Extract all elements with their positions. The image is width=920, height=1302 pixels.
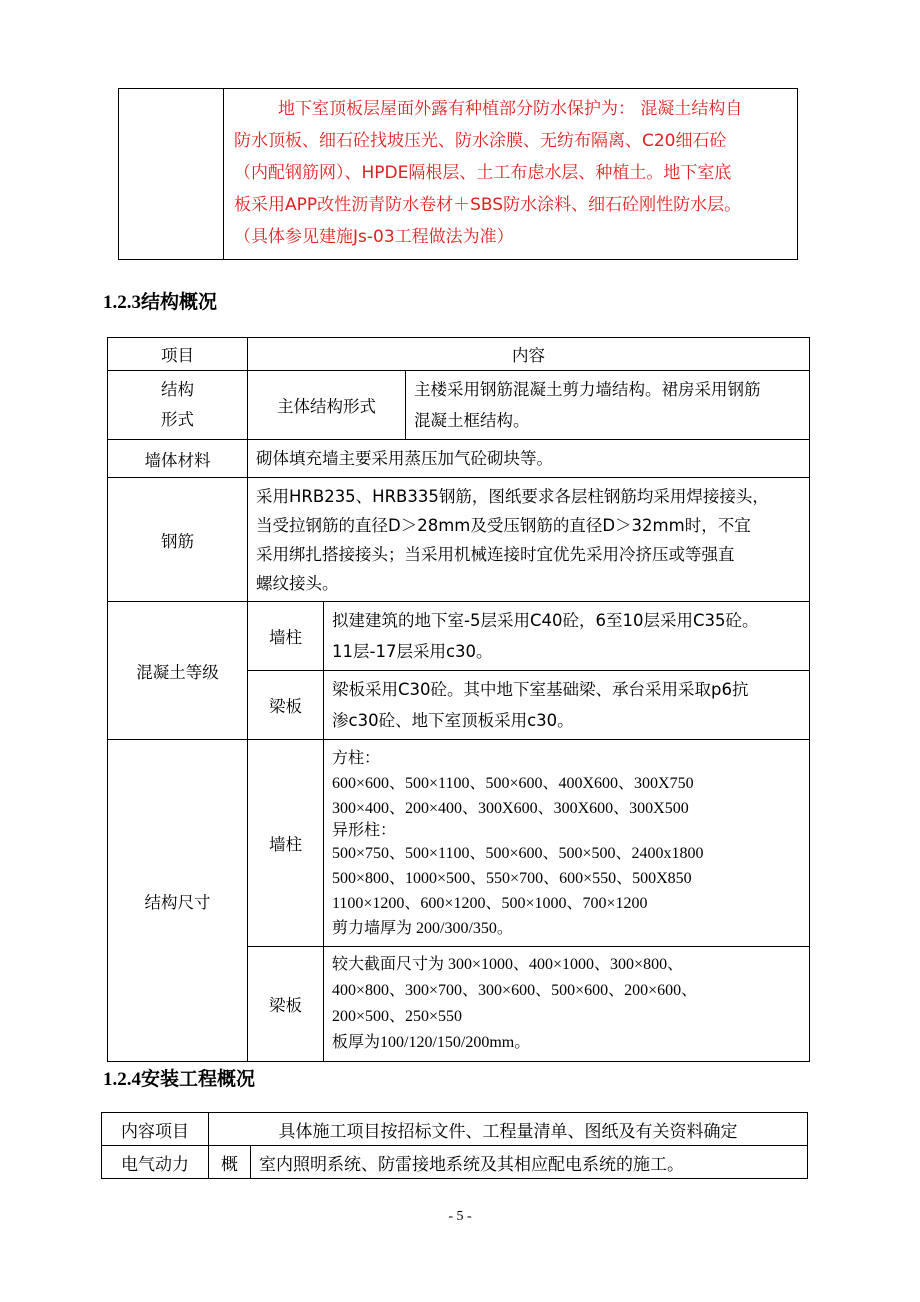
header-item: 项目 (108, 338, 248, 371)
concrete-beam-content: 梁板采用C30砼。其中地下室基础梁、承台采用采取p6抗 渗c30砼、地下室顶板采用c30。 (324, 671, 810, 740)
concrete-grade-label: 混凝土等级 (108, 602, 248, 740)
main-structure-form-label: 主体结构形式 (248, 371, 406, 440)
structure-form-label: 结构 形式 (108, 371, 248, 440)
concrete-wall-label: 墙柱 (248, 602, 324, 671)
section-heading-123: 1.2.3结构概况 (103, 291, 218, 313)
install-header-content: 具体施工项目按招标文件、工程量清单、图纸及有关资料确定 (209, 1113, 808, 1146)
concrete-wall-content: 拟建建筑的地下室-5层采用C40砼，6至10层采用C35砼。 11层-17层采用c30。 (324, 602, 810, 671)
top-table-text-cell (224, 89, 798, 260)
wall-material-content: 砌体填充墙主要采用蒸压加气砼砌块等。 (248, 440, 810, 478)
electrical-power-mid: 概 (209, 1146, 251, 1179)
structure-size-label: 结构尺寸 (108, 740, 248, 1062)
top-line-1: 地下室顶板层屋面外露有种植部分防水保护为： 混凝土结构自 (278, 99, 743, 119)
top-table (118, 88, 798, 260)
size-beam-content: 较大截面尺寸为 300×1000、400×1000、300×800、 400×800、300×700、300×600、500×600、200×600、 200×500、250×550 板厚为100/120/150/200mm。 (324, 947, 810, 1062)
concrete-beam-label: 梁板 (248, 671, 324, 740)
size-beam-label: 梁板 (248, 947, 324, 1062)
install-table (101, 1112, 808, 1179)
top-table-left-cell (119, 89, 224, 260)
header-content: 内容 (248, 338, 810, 371)
size-wall-label: 墙柱 (248, 740, 324, 947)
size-wall-content: 方柱： 600×600、500×1100、500×600、400X600、300X750 300×400、200×400、300X600、300X600、300X500 异形柱： 500×750、500×1100、500×600、500×500、2400x1800 500×800、1000×500、550×700、600×550、500X850 1100×1200、600×1200、500×1000、700×1200 剪力墙厚为 200/300/350。 (324, 740, 810, 947)
top-line-3: （内配钢筋网）、HPDE隔根层、土工布虑水层、种植土。地下室底 (234, 163, 732, 183)
install-header-label: 内容项目 (102, 1113, 209, 1146)
structure-table (107, 337, 810, 1062)
section-heading-124: 1.2.4安装工程概况 (103, 1068, 256, 1090)
top-line-4: 板采用APP改性沥青防水卷材＋SBS防水涂料、细石砼刚性防水层。 (234, 195, 742, 215)
rebar-content: 采用HRB235、HRB335钢筋，图纸要求各层柱钢筋均采用焊接接头， 当受拉钢筋的直径D＞28mm及受压钢筋的直径D＞32mm时，不宜 采用绑扎搭接接头；当采用机械连接时宜优先采用冷挤压或等强直 螺纹接头。 (248, 478, 810, 602)
top-line-5: （具体参见建施Js-03工程做法为准） (234, 227, 514, 247)
top-line-2: 防水顶板、细石砼找坡压光、防水涂膜、无纺布隔离、C20细石砼 (234, 131, 727, 151)
electrical-power-content: 室内照明系统、防雷接地系统及其相应配电系统的施工。 (251, 1146, 808, 1179)
rebar-label: 钢筋 (108, 478, 248, 602)
structure-form-content: 主楼采用钢筋混凝土剪力墙结构。裙房采用钢筋 混凝土框结构。 (406, 371, 810, 440)
electrical-power-label: 电气动力 (102, 1146, 209, 1179)
wall-material-label: 墙体材料 (108, 440, 248, 478)
page-number: - 5 - (448, 1209, 472, 1224)
